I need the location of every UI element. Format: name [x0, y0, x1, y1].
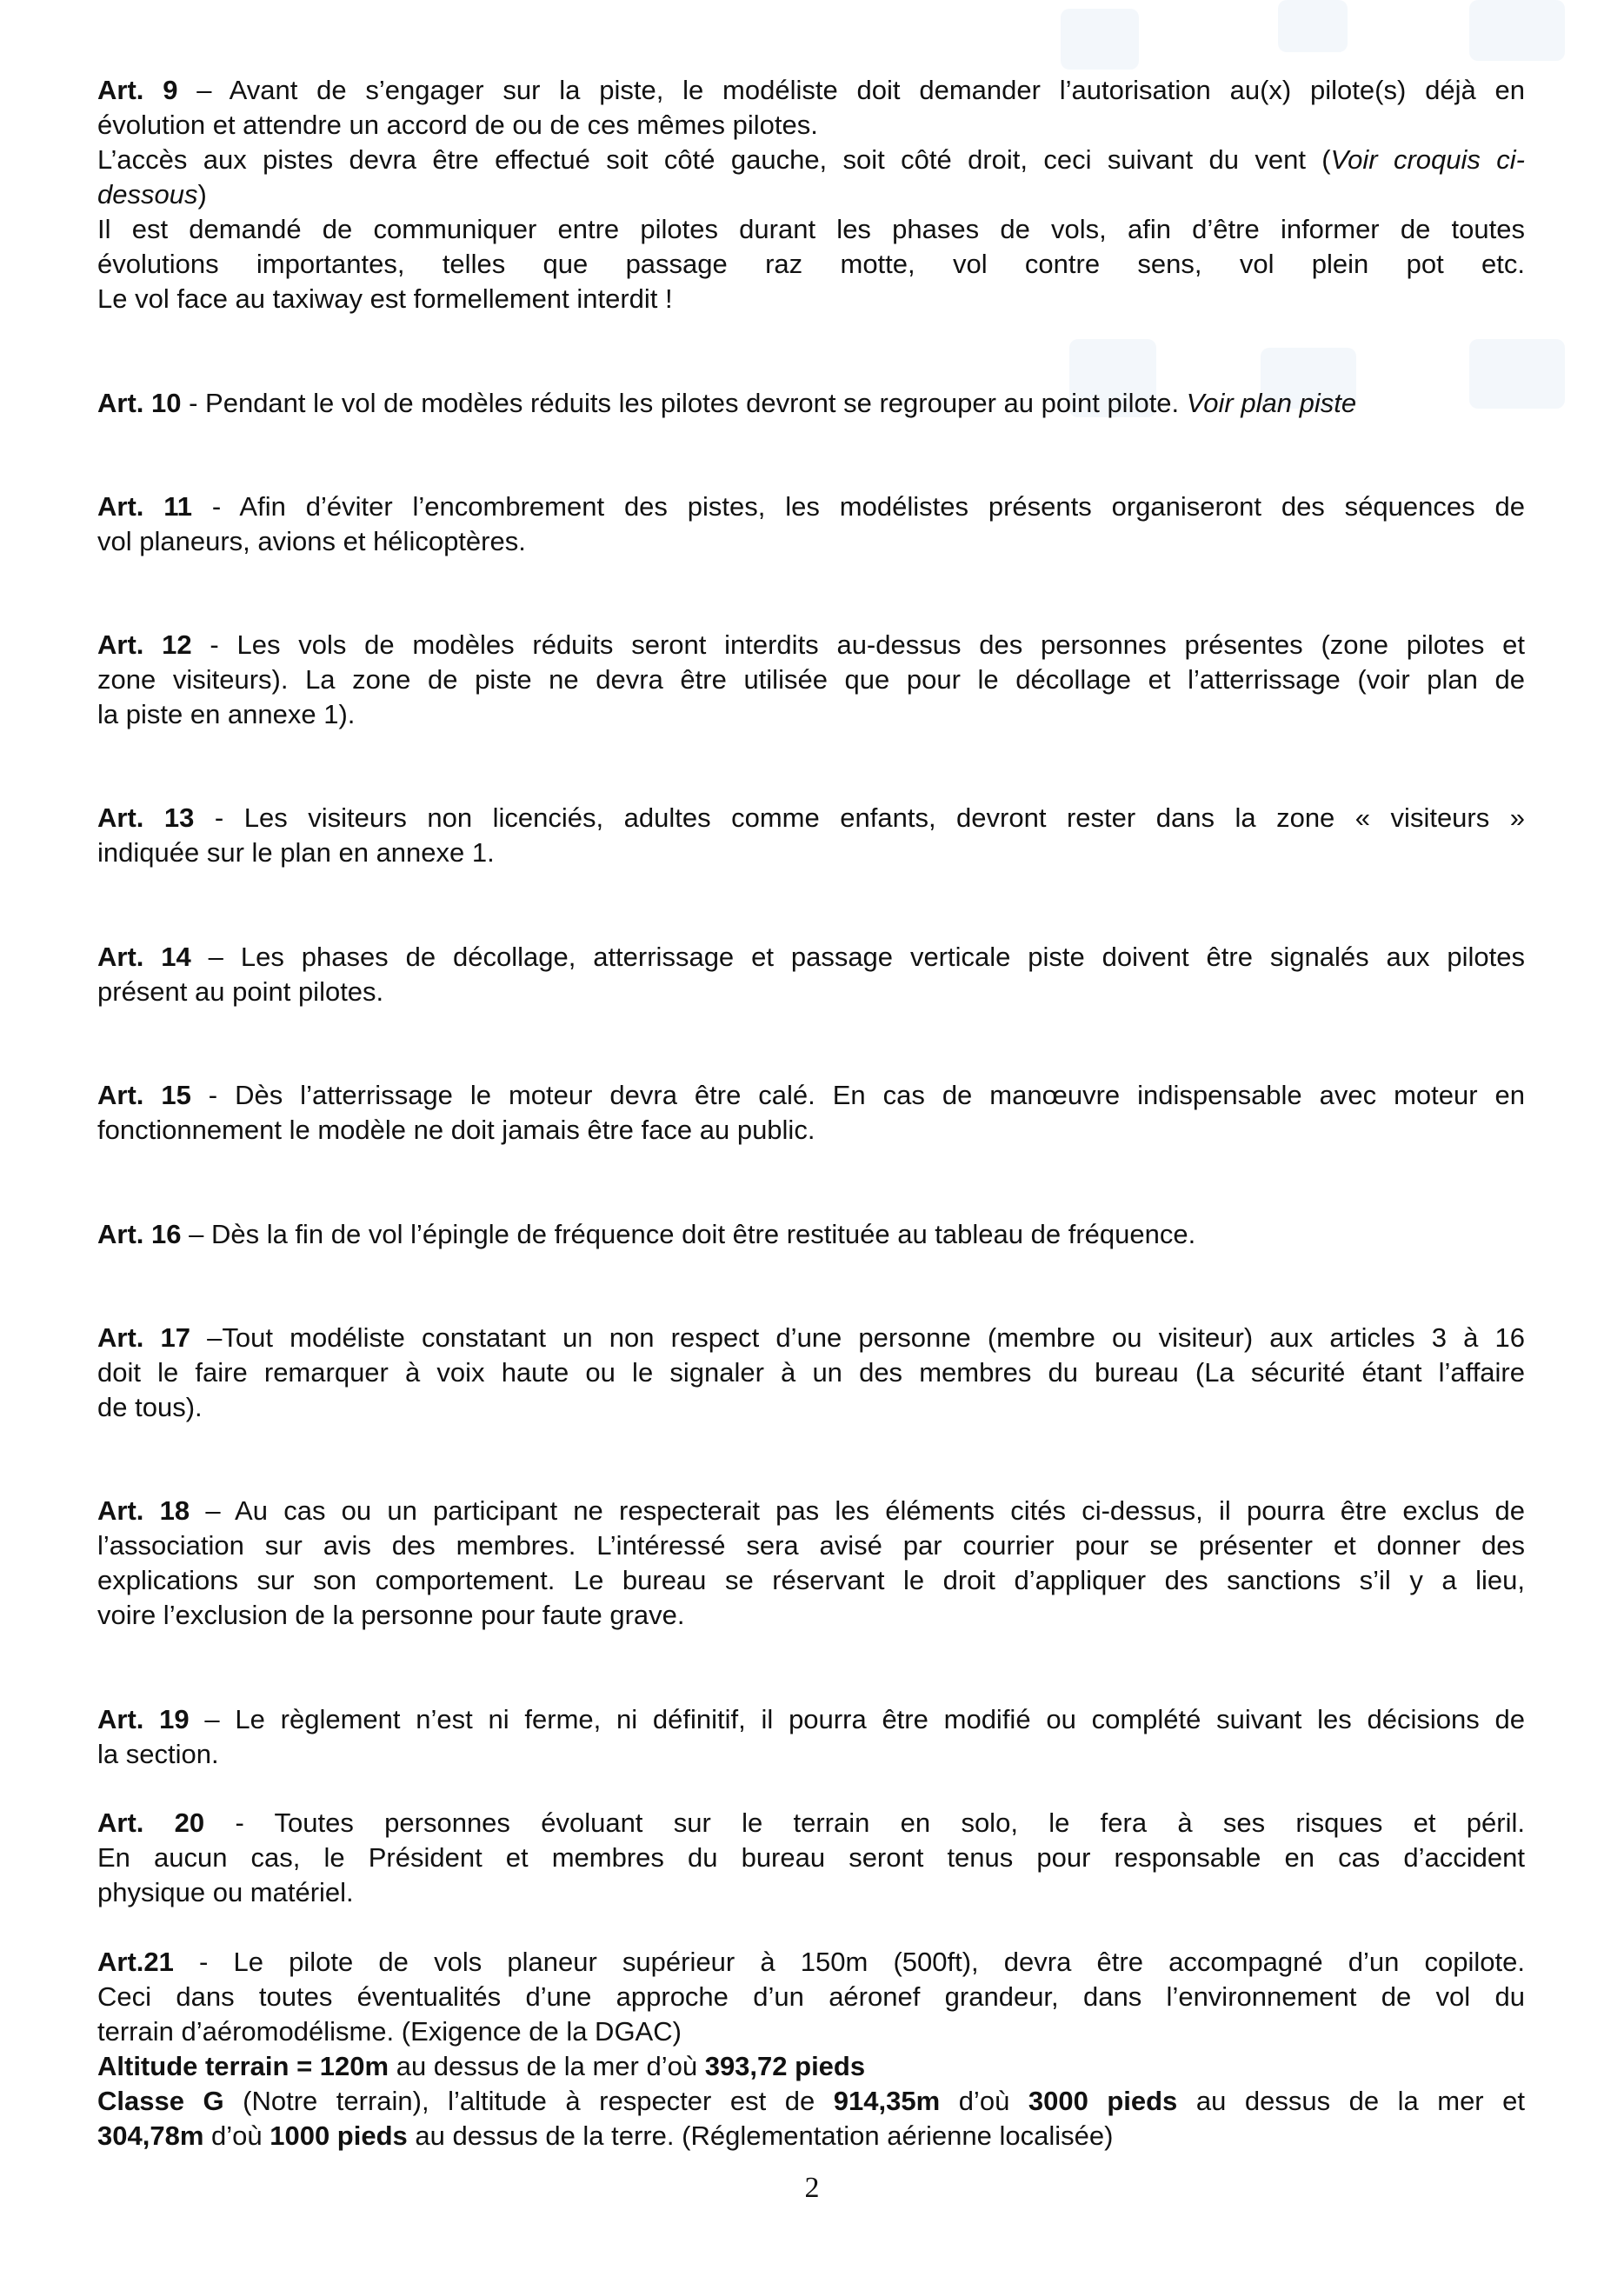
article-17	[97, 1321, 1525, 1425]
article-text: doit le faire remarquer à voix haute ou le signaler à un des membres du bureau (La sécurité étant l’affaire	[97, 1357, 1525, 1388]
article-line	[97, 1945, 1525, 1980]
article-label: 1000 pieds	[270, 2120, 408, 2151]
article-text: voire l’exclusion de la personne pour faute grave.	[97, 1600, 685, 1630]
article-text: – Avant de s’engager sur la piste, le modéliste doit demander l’autorisation au(x) pilote(s) déjà en	[177, 75, 1526, 105]
italic-text: dessous	[97, 179, 198, 210]
article-line	[97, 386, 1525, 421]
article-line	[97, 1841, 1525, 1875]
article-text: – Au cas ou un participant ne respecterait pas les éléments cités ci-dessus, il pourra être exclus de	[190, 1495, 1525, 1526]
article-line	[97, 73, 1525, 108]
article-line	[97, 1563, 1525, 1598]
article-text: explications sur son comportement. Le bureau se réservant le droit d’appliquer des sanctions s’il y a lieu,	[97, 1565, 1525, 1595]
page-number: 2	[804, 2172, 820, 2204]
article-text: de tous).	[97, 1392, 203, 1422]
article-label: Art. 10	[97, 388, 182, 418]
article-text: d’où	[203, 2120, 270, 2151]
article-line	[97, 1078, 1525, 1113]
article-line	[97, 2014, 1525, 2049]
article-text: – Les phases de décollage, atterrissage et passage verticale piste doivent être signalés aux pilotes	[190, 942, 1525, 972]
article-label: Classe G	[97, 2086, 224, 2116]
article-text: - Pendant le vol de modèles réduits les pilotes devront se regrouper au point pilote.	[181, 388, 1187, 418]
article-line	[97, 940, 1525, 975]
article-line	[97, 524, 1525, 559]
article-line	[97, 1737, 1525, 1772]
article-text: physique ou matériel.	[97, 1877, 354, 1907]
article-line	[97, 1355, 1525, 1390]
article-text: au dessus de la mer d’où	[389, 2051, 705, 2081]
article-20	[97, 1806, 1525, 1910]
article-text: la piste en annexe 1).	[97, 699, 356, 729]
article-text: Ceci dans toutes éventualités d’une approche d’un aéronef grandeur, dans l’environnement de vol du	[97, 1981, 1525, 2012]
article-text: - Le pilote de vols planeur supérieur à 150m (500ft), devra être accompagné d’un copilote.	[173, 1947, 1525, 1977]
article-line	[97, 697, 1525, 732]
article-line	[97, 1702, 1525, 1737]
article-text: L’accès aux pistes devra être effectué soit côté gauche, soit côté droit, ceci suivant du vent (	[97, 144, 1331, 175]
article-text: zone visiteurs). La zone de piste ne devra être utilisée que pour le décollage et l’atterrissage (voir plan de	[97, 664, 1525, 695]
article-line	[97, 1598, 1525, 1633]
article-line	[97, 1390, 1525, 1425]
watermark-shape	[1061, 9, 1139, 70]
article-line	[97, 801, 1525, 835]
article-text: évolution et attendre un accord de ou de ces mêmes pilotes.	[97, 110, 818, 140]
article-line	[97, 143, 1525, 177]
article-text: évolutions importantes, telles que passage raz motte, vol contre sens, vol plein pot etc.	[97, 249, 1525, 279]
article-text: –Tout modéliste constatant un non respect d’une personne (membre ou visiteur) aux articles 3 à 16	[190, 1322, 1525, 1353]
article-text: la section.	[97, 1739, 219, 1769]
article-line	[97, 1528, 1525, 1563]
article-text: - Dès l’atterrissage le moteur devra être calé. En cas de manœuvre indispensable avec moteur en	[190, 1080, 1526, 1110]
article-text: au dessus de la mer et	[1177, 2086, 1526, 2116]
article-10	[97, 386, 1525, 421]
article-label: Art. 9	[97, 75, 178, 105]
article-text: - Les visiteurs non licenciés, adultes comme enfants, devront rester dans la zone « visiteurs »	[194, 802, 1525, 833]
article-18	[97, 1494, 1525, 1633]
article-text: terrain d’aéromodélisme. (Exigence de la DGAC)	[97, 2016, 682, 2047]
article-text: (Notre terrain), l’altitude à respecter est de	[223, 2086, 834, 2116]
article-label: Art. 11	[97, 491, 193, 522]
article-line	[97, 489, 1525, 524]
article-text: vol planeurs, avions et hélicoptères.	[97, 526, 526, 556]
article-line	[97, 1321, 1525, 1355]
article-text: au dessus de la terre. (Réglementation aérienne localisée)	[407, 2120, 1114, 2151]
article-line	[97, 1875, 1525, 1910]
article-15	[97, 1078, 1525, 1148]
article-line	[97, 1980, 1525, 2014]
article-label: 393,72 pieds	[704, 2051, 866, 2081]
italic-text: Voir plan piste	[1186, 388, 1357, 418]
article-12	[97, 628, 1525, 732]
article-21	[97, 1945, 1525, 2154]
article-text: d’où	[940, 2086, 1028, 2116]
article-label: Art. 15	[97, 1080, 191, 1110]
article-line	[97, 835, 1525, 870]
article-line	[97, 2084, 1525, 2119]
article-text: – Le règlement n’est ni ferme, ni définitif, il pourra être modifié ou complété suivant les décisions de	[189, 1704, 1525, 1734]
article-line	[97, 282, 1525, 316]
article-text: - Afin d’éviter l’encombrement des pistes, les modélistes présents organiseront des séquences de	[192, 491, 1525, 522]
article-line	[97, 247, 1525, 282]
article-text: Le vol face au taxiway est formellement interdit !	[97, 283, 673, 314]
article-line	[97, 975, 1525, 1009]
article-label: 304,78m	[97, 2120, 204, 2151]
article-label: Art. 13	[97, 802, 195, 833]
article-text: indiquée sur le plan en annexe 1.	[97, 837, 495, 868]
article-label: Art.21	[97, 1947, 174, 1977]
article-line	[97, 2119, 1525, 2154]
article-text: Il est demandé de communiquer entre pilotes durant les phases de vols, afin d’être informer de toutes	[97, 214, 1525, 244]
article-label: Art. 20	[97, 1807, 205, 1838]
article-label: Altitude terrain = 120m	[97, 2051, 389, 2081]
article-line	[97, 628, 1525, 662]
article-label: 914,35m	[833, 2086, 941, 2116]
article-11	[97, 489, 1525, 559]
article-label: Art. 14	[97, 942, 191, 972]
italic-text: Voir croquis ci-	[1330, 144, 1525, 175]
article-text: l’association sur avis des membres. L’intéressé sera avisé par courrier pour se présenter et donner des	[97, 1530, 1525, 1561]
article-line	[97, 212, 1525, 247]
article-16	[97, 1217, 1525, 1252]
article-line	[97, 662, 1525, 697]
article-label: Art. 19	[97, 1704, 190, 1734]
article-label: Art. 17	[97, 1322, 191, 1353]
article-line	[97, 1806, 1525, 1841]
article-label: Art. 16	[97, 1219, 182, 1249]
article-line	[97, 108, 1525, 143]
article-line	[97, 1494, 1525, 1528]
article-text: - Les vols de modèles réduits seront interdits au-dessus des personnes présentes (zone pilotes et	[191, 629, 1526, 660]
article-text: – Dès la fin de vol l’épingle de fréquence doit être restituée au tableau de fréquence.	[181, 1219, 1196, 1249]
article-line	[97, 1113, 1525, 1148]
watermark-shape	[1278, 0, 1348, 52]
article-text: présent au point pilotes.	[97, 976, 384, 1007]
article-text: fonctionnement le modèle ne doit jamais être face au public.	[97, 1115, 815, 1145]
article-line	[97, 1217, 1525, 1252]
watermark-shape	[1469, 0, 1565, 61]
article-text: En aucun cas, le Président et membres du bureau seront tenus pour responsable en cas d’accident	[97, 1842, 1525, 1873]
article-line	[97, 2049, 1525, 2084]
article-text: )	[197, 179, 207, 210]
article-text: - Toutes personnes évoluant sur le terrain en solo, le fera à ses risques et péril.	[204, 1807, 1526, 1838]
article-14	[97, 940, 1525, 1009]
article-label: Art. 18	[97, 1495, 190, 1526]
article-label: Art. 12	[97, 629, 192, 660]
article-9	[97, 73, 1525, 316]
article-13	[97, 801, 1525, 870]
article-19	[97, 1702, 1525, 1772]
article-line	[97, 177, 1525, 212]
article-label: 3000 pieds	[1028, 2086, 1178, 2116]
